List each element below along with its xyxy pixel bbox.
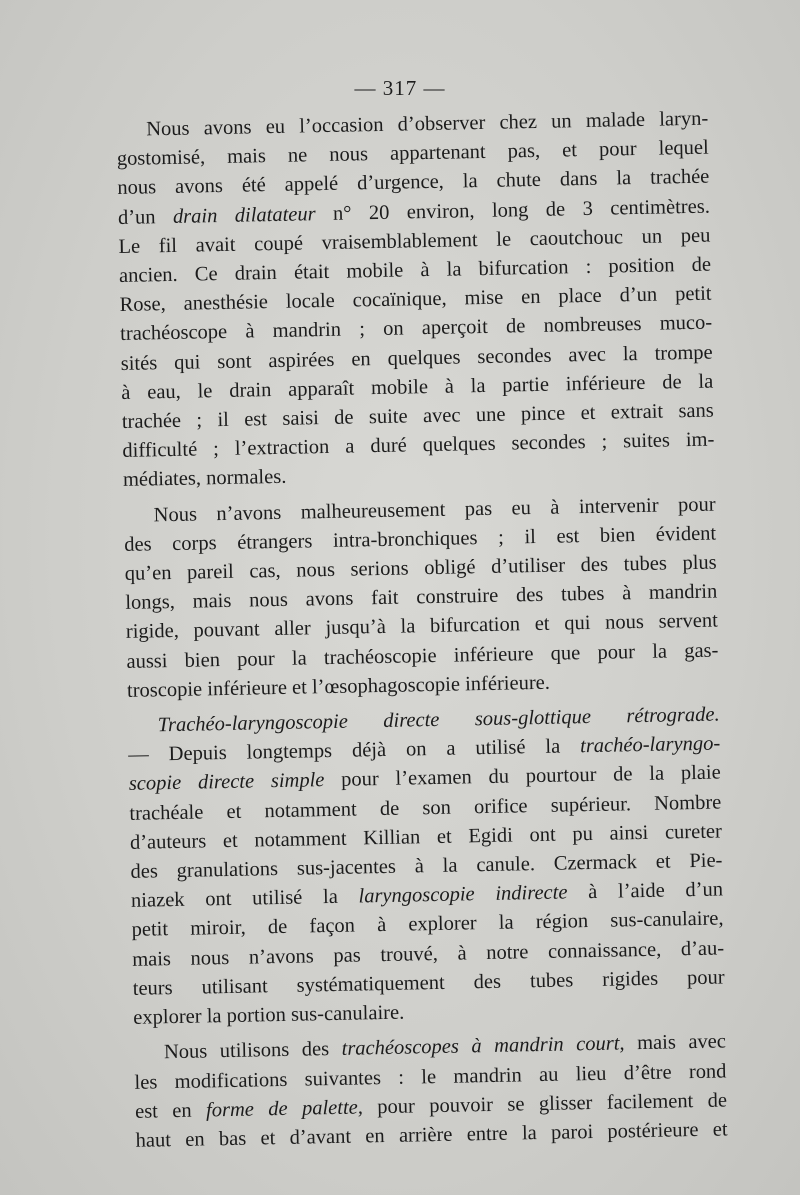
text-line: sités qui sont aspirées en quelques secondes avec la trompe [120, 341, 713, 375]
text-line: les modifications suivantes : le mandrin au lieu d’être rond [134, 1059, 727, 1094]
text-line: des granulations sus-jacentes à la canule. Czermack et Pie- [130, 849, 723, 883]
text-line: rigide, pouvant aller jusqu’à la bifurcation et qui nous servent [125, 609, 719, 644]
text-line: difficulté ; l’extraction a duré quelques secondes ; suites im- [122, 428, 715, 463]
text-line: troscopie inférieure et l’œsophagoscopie inférieure. [126, 671, 551, 702]
text-line: qu’en pareil cas, nous serions obligé d’utiliser des tubes plus [124, 551, 717, 585]
text-line: trachéale et notamment de son orifice supérieur. Nombre [129, 791, 722, 825]
text-line: nous avons été appelé d’urgence, la chute dans la trachée [117, 166, 710, 200]
text-line: haut en bas et d’avant en arrière entre la paroi postérieure et [135, 1118, 728, 1152]
text-line: Nous n’avons malheureusement pas eu à intervenir pour [153, 493, 716, 526]
text-line: longs, mais nous avons fait construire des tubes à mandrin [125, 580, 718, 615]
text-line: d’auteurs et notamment Killian et Egidi ont pu ainsi cureter [129, 820, 723, 854]
text-line: teurs utilisant systématiquement des tubes rigides pour [132, 966, 725, 1000]
paragraph-4 [134, 1028, 728, 1156]
paragraph-1 [116, 105, 715, 496]
text-line: petit miroir, de façon à explorer la région sus-canulaire, [131, 907, 724, 942]
text-line: trachéoscope à mandrin ; on aperçoit de nombreuses muco- [119, 312, 713, 346]
text-line: médiates, normales. [122, 466, 287, 492]
text-line: scopie directe simple pour l’examen du pourtour de la plaie [128, 761, 721, 796]
paragraph-2 [123, 490, 719, 706]
text-line: ancien. Ce drain était mobile à la bifurcation : position de [118, 253, 712, 287]
text-line: d’un drain dilatateur n° 20 environ, long de 3 centimètres. [117, 195, 711, 229]
text-line: — Depuis longtemps déjà on a utilisé la trachéo-laryngo- [128, 732, 721, 767]
text-line: Nous utilisons des trachéoscopes à mandrin court, mais avec [163, 1030, 727, 1064]
text-line: Rose, anesthésie locale cocaïnique, mise en place d’un petit [119, 282, 712, 317]
page-number: — 317 — [354, 76, 446, 100]
text-line: est en forme de palette, pour pouvoir se glisser facilement de [134, 1089, 728, 1123]
text-line: Le fil avait coupé vraisemblablement le caoutchouc un peu [118, 224, 711, 258]
text-line: Trachéo-laryngoscopie directe sous-glottique rétrograde. [157, 703, 720, 737]
text-line: aussi bien pour la trachéoscopie inférieure que pour la gas- [126, 639, 719, 673]
text-line: des corps étrangers intra-bronchiques ; il est bien évident [124, 522, 717, 556]
text-line: mais nous n’avons pas trouvé, à notre connaissance, d’au- [131, 937, 725, 971]
text-line: explorer la portion sus-canulaire. [133, 1001, 405, 1029]
text-line: Nous avons eu l’occasion d’observer chez un malade laryn- [146, 107, 709, 141]
text-line: niazek ont utilisé la laryngoscopie indirecte à l’aide d’un [130, 878, 724, 913]
text-line: trachée ; il est saisi de suite avec une pince et extrait sans [121, 399, 714, 433]
body-text [116, 105, 728, 1156]
text-line: gostomisé, mais ne nous appartenant pas, et pour lequel [116, 136, 709, 171]
paragraph-3 [127, 701, 725, 1034]
text-line: à eau, le drain apparaît mobile à la partie inférieure de la [121, 370, 714, 404]
